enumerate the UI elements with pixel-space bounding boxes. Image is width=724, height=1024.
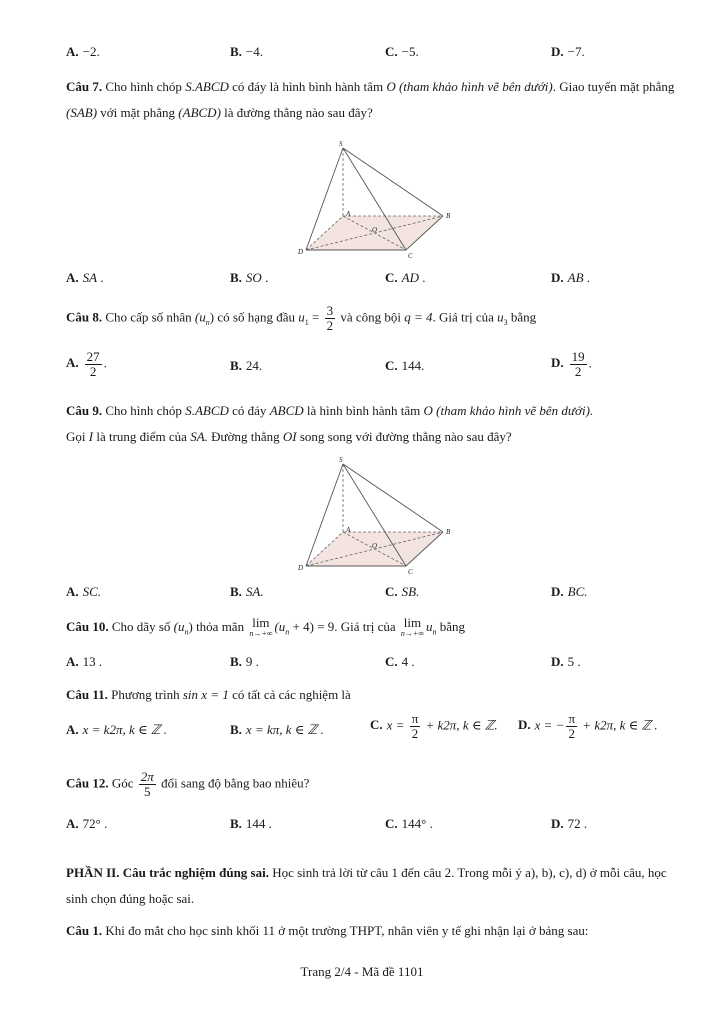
option-d: D. −7. xyxy=(551,44,585,59)
page-footer: Trang 2/4 - Mã đề 1101 xyxy=(300,964,424,979)
option-c: C. 144. xyxy=(385,358,425,373)
option-b: B. 144 . xyxy=(230,816,272,831)
option-b: B. SA. xyxy=(230,584,264,599)
fraction: $\frac{2\pi}{5}$ xyxy=(140,769,154,799)
label-c: C xyxy=(408,568,413,576)
option-b: B. SO . xyxy=(230,270,269,285)
option-d: D. 5 . xyxy=(551,654,581,669)
label-a: A xyxy=(346,210,351,218)
option-a: A. SC. xyxy=(66,584,102,599)
option-d: D. AB . xyxy=(551,270,591,285)
option-b: B. x = kπ, k ∈ ℤ . xyxy=(230,722,324,737)
question-9: Câu 9. Cho hình chóp S.ABCD có đáy ABCD là hình bình hành tâm O (tham khảo hình vẽ bên dưới). Gọi I là trung điểm của SA. Đường thẳng OI song song với đường thẳng nào sau đây? xyxy=(66,403,594,444)
label-o: O xyxy=(372,226,378,234)
option-a: A. SA . xyxy=(66,270,104,285)
option-d: D. 72 . xyxy=(551,816,588,831)
option-d: D. x = − $\frac{\pi}{2}$ + k2π, k ∈ ℤ . xyxy=(518,711,658,741)
option-b: B. 24. xyxy=(230,358,263,373)
label-s: S xyxy=(339,140,343,148)
option-c: C. 4 . xyxy=(385,654,415,669)
question-8: Câu 8. Cho cấp số nhân $(u_n)$ có số hạng đầu $u_1$ = $\frac{3}{2}$ và công bội q = 4. Giá trị của $u_3$ bằng xyxy=(66,303,537,333)
pyramid-figure-1 xyxy=(290,138,460,262)
question-11: Câu 11. Phương trình sin x = 1 có tất cả các nghiệm là xyxy=(66,687,351,702)
option-c: C. AD . xyxy=(385,270,426,285)
fraction: $\frac{3}{2}$ xyxy=(326,303,334,333)
label-a: A xyxy=(346,526,351,534)
option-c: C. SB. xyxy=(385,584,420,599)
option-b: B. −4. xyxy=(230,44,264,59)
label-b: B xyxy=(446,212,451,220)
question-7: Câu 7. Cho hình chóp S.ABCD có đáy là hình bình hành tâm O (tham khảo hình vẽ bên dưới). Giao tuyến mặt phẳng (SAB) với mặt phẳng (ABCD) là đường thẳng nào sau đây? xyxy=(66,79,675,120)
question-10: Câu 10. Cho dãy số $(u_n)$ thỏa mãn lim n→+∞ $(u_n + 4) = 9$. Giá trị của lim n→+∞ $u_n$ bằng xyxy=(66,615,466,639)
option-c: C. x = $\frac{\pi}{2}$ + k2π, k ∈ ℤ. xyxy=(370,711,498,741)
option-c: C. 144° . xyxy=(385,816,433,831)
option-a: A. x = k2π, k ∈ ℤ . xyxy=(66,722,168,737)
label-b: B xyxy=(446,528,451,536)
option-d: D. BC. xyxy=(551,584,588,599)
part-2-instructions: PHẦN II. Câu trắc nghiệm đúng sai. Học sinh trả lời từ câu 1 đến câu 2. Trong mỗi ý a), b), c), d) ở mỗi câu, học sinh chọn đúng hoặc sai. xyxy=(66,865,667,906)
label-d: D xyxy=(298,564,304,572)
part-2-question-1: Câu 1. Khi đo mắt cho học sinh khối 11 ở một trường THPT, nhân viên y tế ghi nhận lại ở bảng sau: xyxy=(66,923,589,938)
option-c: C. −5. xyxy=(385,44,419,59)
label-d: D xyxy=(298,248,304,256)
option-d: D. $\frac{19}{2}$ . xyxy=(551,349,592,379)
option-a: A. 13 . xyxy=(66,654,103,669)
label-s: S xyxy=(339,456,343,464)
pyramid-figure-2 xyxy=(290,454,460,578)
option-a: A. 72° . xyxy=(66,816,108,831)
question-12: Câu 12. Góc $\frac{2\pi}{5}$ đổi sang độ bằng bao nhiêu? xyxy=(66,769,310,799)
label-c: C xyxy=(408,252,413,260)
option-b: B. 9 . xyxy=(230,654,259,669)
option-a: A. $\frac{27}{2}$ . xyxy=(66,349,107,379)
label-o: O xyxy=(372,542,378,550)
option-a: A. −2. xyxy=(66,44,100,59)
